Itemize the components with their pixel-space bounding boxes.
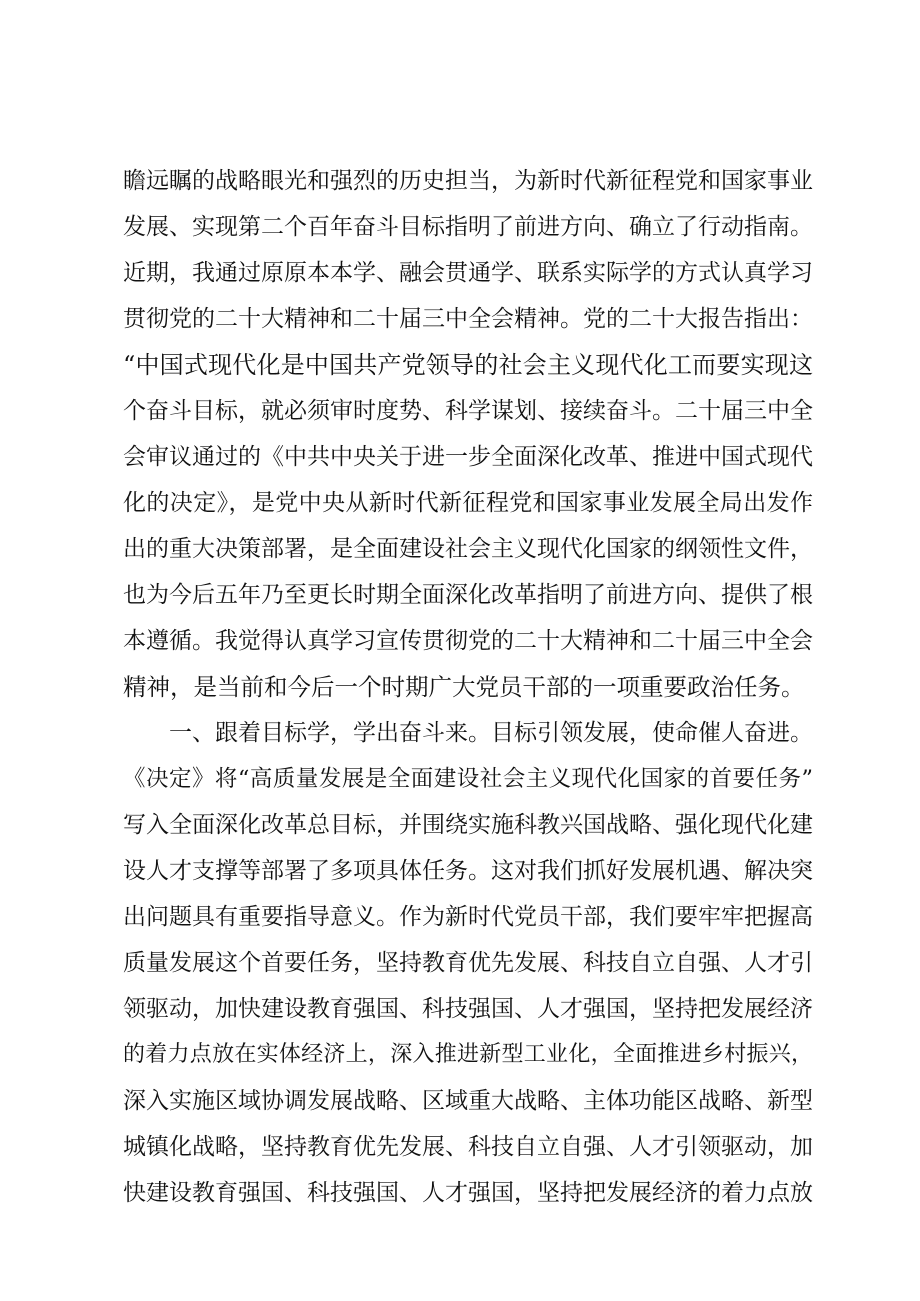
text-line: 一、跟着目标学，学出奋斗来。目标引领发展，使命催人奋进。 [123,720,813,746]
text-line: 发展、实现第二个百年奋斗目标指明了前进方向、确立了行动指南。 [123,214,813,240]
text-line: 质量发展这个首要任务，坚持教育优先发展、科技自立自强、人才引 [123,950,813,976]
text-line: 贯彻党的二十大精神和二十届三中全会精神。党的二十大报告指出： [123,306,813,332]
body-text [123,158,813,1216]
text-line: “中国式现代化是中国共产党领导的社会主义现代化工而要实现这 [123,351,813,379]
text-line: 快建设教育强国、科技强国、人才强国，坚持把发展经济的着力点放 [123,1180,813,1206]
text-line: 城镇化战略，坚持教育优先发展、科技自立自强、人才引领驱动，加 [123,1134,813,1160]
text-line: 的着力点放在实体经济上，深入推进新型工业化，全面推进乡村振兴， [123,1042,813,1067]
text-line: 本遵循。我觉得认真学习宣传贯彻党的二十大精神和二十届三中全会 [123,628,813,654]
text-line: 瞻远瞩的战略眼光和强烈的历史担当，为新时代新征程党和国家事业 [123,168,813,194]
text-line: 精神，是当前和今后一个时期广大党员干部的一项重要政治任务。 [123,673,805,701]
text-line: 设人才支撑等部署了多项具体任务。这对我们抓好发展机遇、解决突 [123,858,813,884]
text-line: 化的决定》，是党中央从新时代新征程党和国家事业发展全局出发作 [123,490,813,516]
text-line: 领驱动，加快建设教育强国、科技强国、人才强国，坚持把发展经济 [123,996,813,1022]
text-line: 出的重大决策部署，是全面建设社会主义现代化国家的纲领性文件， [123,536,813,562]
text-line: 《决定》将“高质量发展是全面建设社会主义现代化国家的首要任务” [123,766,813,792]
text-line: 个奋斗目标，就必须审时度势、科学谋划、接续奋斗。二十届三中全 [123,398,813,424]
text-line: 也为今后五年乃至更长时期全面深化改革指明了前进方向、提供了根 [123,582,813,608]
text-line: 近期，我通过原原本本学、融会贯通学、联系实际学的方式认真学习 [123,260,813,286]
text-line: 写入全面深化改革总目标，并围绕实施科教兴国战略、强化现代化建 [123,812,813,838]
text-line: 会审议通过的《中共中央关于进一步全面深化改革、推进中国式现代 [123,444,813,470]
text-line: 深入实施区域协调发展战略、区域重大战略、主体功能区战略、新型 [123,1088,813,1114]
text-line: 出问题具有重要指导意义。作为新时代党员干部，我们要牢牢把握高 [123,904,813,930]
